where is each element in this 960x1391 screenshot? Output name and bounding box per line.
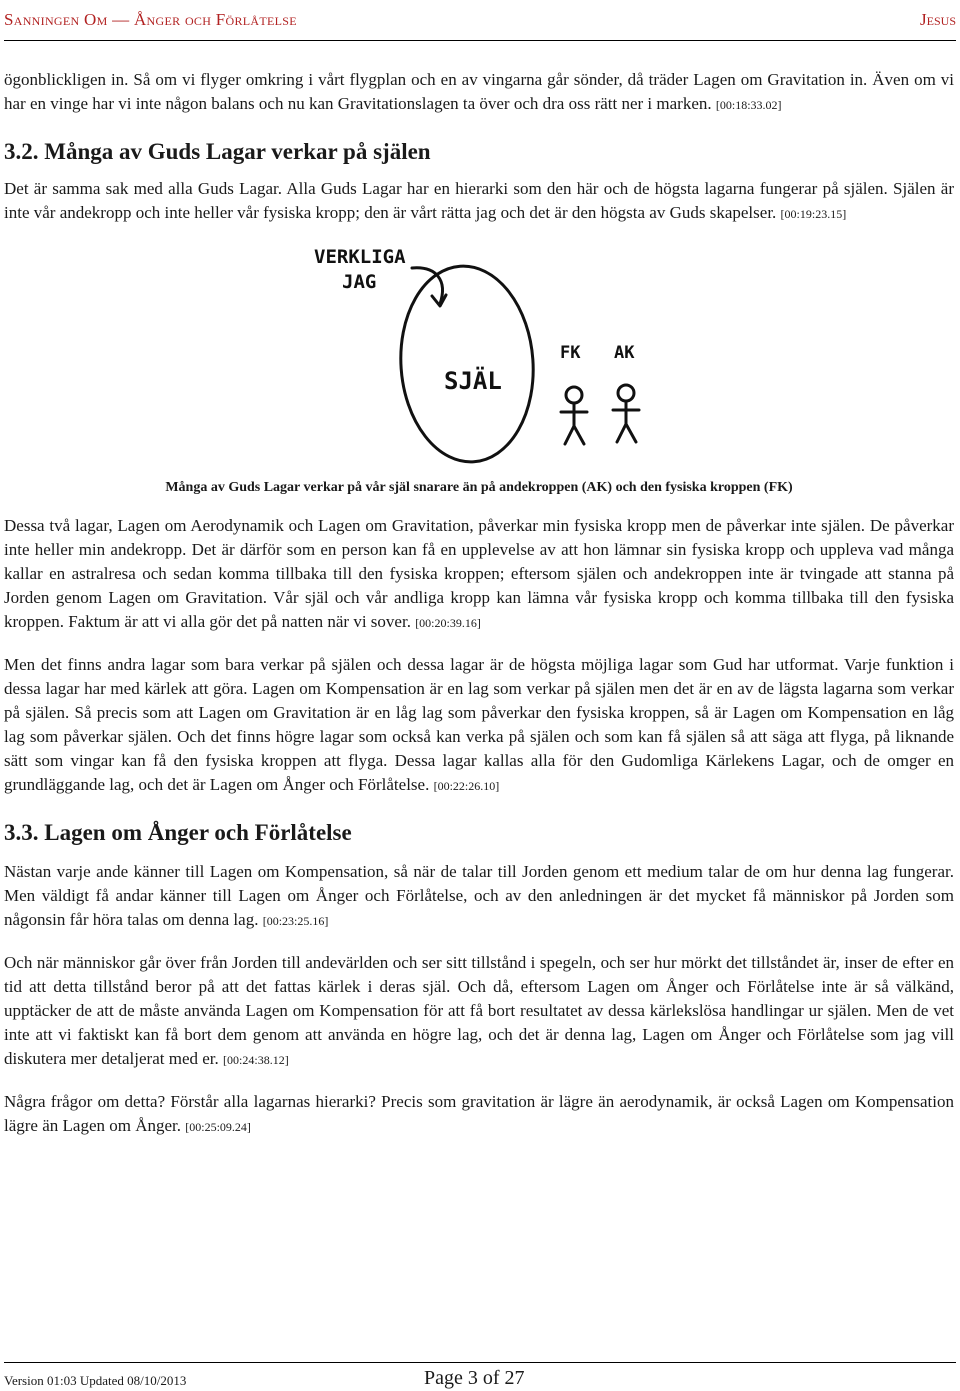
timestamp: [00:23:25.16] [262,914,329,928]
figure [4,240,954,472]
timestamp: [00:20:39.16] [415,616,481,630]
paragraph-text: Några frågor om detta? Förstår alla lagarnas hierarki? Precis som gravitation är lägre än aerodynamik, är också Lagen om Kompensation lägre än Lagen om Ånger. [4,1092,954,1135]
section-heading-3-2: 3.2. Många av Guds Lagar verkar på själen [4,139,431,164]
timestamp: [00:19:23.15] [780,207,847,221]
version-info: Version 01:03 Updated 08/10/2013 [4,1373,187,1388]
figure-caption: Många av Guds Lagar verkar på vår själ snarare än på andekroppen (AK) och den fysiska kroppen (FK) [165,480,793,495]
section-heading-3-3: 3.3. Lagen om Ånger och Förlåtelse [4,820,352,845]
label-fk: FK [560,343,581,363]
author-name: Jesus [920,10,956,29]
paragraph-7 [4,1090,954,1139]
page-number: Page 3 of 27 [424,1367,525,1389]
label-verkliga: VERKLIGA [314,246,406,268]
timestamp: [00:24:38.12] [223,1053,289,1067]
page-header [4,4,956,41]
paragraph-text: ögonblickligen in. Så om vi flyger omkring i vårt flygplan och en av vingarna går sönder, då träder Lagen om Gravitation in. Även om vi har en vinge har vi inte någon balans och nu kan Gravitationslagen ta över och dra oss rätt ner i marken. [4,70,954,113]
paragraph-1 [4,68,954,117]
paragraph-text: Och när människor går över från Jorden till andevärlden och ser sitt tillstånd i spegeln, och ser hur mörkt det tillståndet är, inser de efter en tid att detta tillstånd beror på att det fattas kärlek i deras själ. Och då, eftersom Lagen om Ånger och Förlåtelse inte är så välkänd, upptäcker de att de måste använda Lagen om Kompensation för att få bort resultatet av dessa kärlekslösa handlingar ur själen. Men de vet inte att vi faktiskt kan få bort dem genom att använda en högre lag, och det är denna lag, Lagen om Ånger och Förlåtelse som jag vill diskutera mer detaljerat med er. [4,953,954,1068]
timestamp: [00:25:09.24] [185,1120,251,1134]
pointer-arrowhead [432,295,446,306]
label-jag: JAG [342,271,377,293]
paragraph-4 [4,653,954,798]
hierarchy-diagram [4,240,954,472]
page-footer [4,1362,956,1389]
stick-figure-ak [613,385,639,442]
paragraph-text: Men det finns andra lagar som bara verkar på själen och dessa lagar är de högsta möjliga lagar som Gud har utformat. Varje funktion i dessa lagar har med kärlek att göra. Lagen om Kompensation är en lag som verkar på själen men det är en av de lägsta lagarna som verkar på själen. Så precis som att Lagen om Gravitation är en låg lag som påverkar den fysiska kroppen, så är Lagen om Kompensation en låg lag som påverkar själen. Och det finns högre lagar som också kan verka på själen och som kan få själen så att säga att flyga, på liknande sätt som vingar kan få den fysiska kroppen att flyga. Dessa lagar kallas alla för den Gudomliga Kärlekens Lagar, och de omger en grundläggande lag, och det är Lagen om Ånger och Förlåtelse. [4,655,954,794]
paragraph-3 [4,514,954,635]
paragraph-5 [4,860,954,933]
soul-circle [394,262,539,467]
label-sjal: SJÄL [444,367,502,395]
document-title: Sanningen Om — Ånger och Förlåtelse [4,10,297,29]
page-content [4,68,954,1139]
paragraph-text: Det är samma sak med alla Guds Lagar. Alla Guds Lagar har en hierarki som den här och de högsta lagarna fungerar på själen. Själen är inte vår andekropp och inte heller vår fysiska kropp; den är vårt rätta jag och det är den högsta av Guds skapelser. [4,179,954,222]
timestamp: [00:22:26.10] [433,779,500,793]
paragraph-6 [4,951,954,1072]
label-ak: AK [614,343,635,363]
paragraph-text: Dessa två lagar, Lagen om Aerodynamik och Lagen om Gravitation, påverkar min fysiska kropp men de påverkar inte själen. De påverkar inte heller min andekropp. Det är därför som en person kan få en upplevelse av att hon lämnar sin fysiska kropp och uppleva vad många kallar en astralresa och sedan komma tillbaka till den fysiska kroppen; eftersom själen och andekroppen inte är tvingade att stanna på Jorden genom Lagen om Gravitation. Vår själ och vår andliga kropp kan lämna vår fysiska kropp och komma tillbaka till den fysiska kroppen. Faktum är att vi alla gör det på natten när vi sover. [4,516,954,631]
paragraph-text: Nästan varje ande känner till Lagen om Kompensation, så när de talar till Jorden genom ett medium talar de om hur denna lag fungerar. Men väldigt få andar känner till Lagen om Ånger och Förlåtelse, och av den anledningen är det mycket få människor på Jorden som någonsin får höra talas om denna lag. [4,862,954,929]
timestamp: [00:18:33.02] [715,98,782,112]
paragraph-2 [4,177,954,226]
stick-figure-fk [561,387,587,444]
